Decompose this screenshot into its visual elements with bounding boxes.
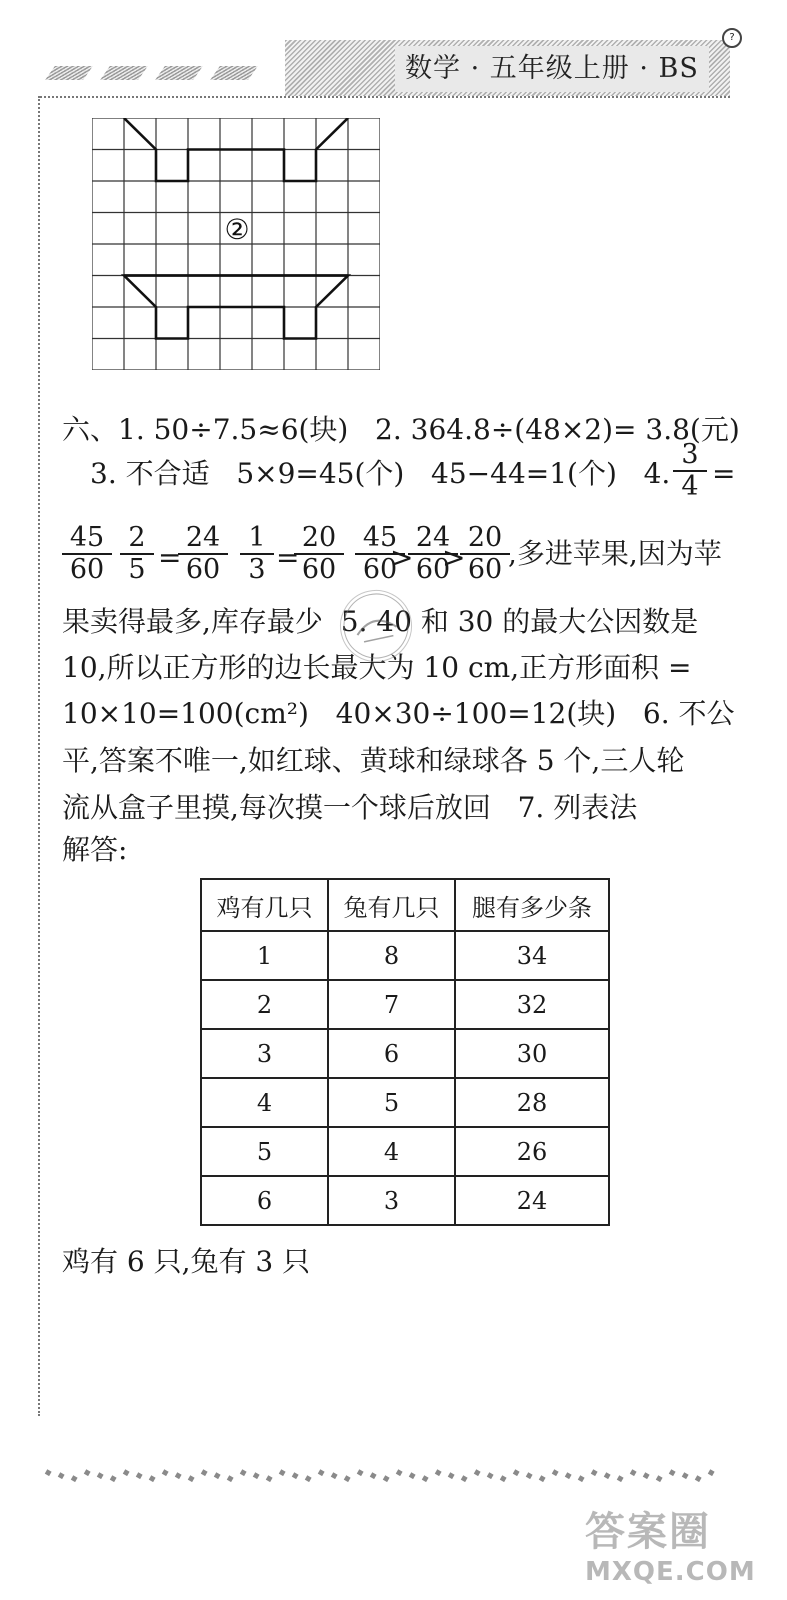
answer-line-8: 流从盒子里摸,每次摸一个球后放回 7. 列表法 [62,791,638,824]
footer-dot [526,1472,533,1479]
footer-dot [552,1469,559,1476]
answer-line-7: 平,答案不唯一,如红球、黄球和绿球各 5 个,三人轮 [62,744,685,777]
fraction-numerator: 2 [120,523,154,555]
fraction-3-4 [673,440,707,502]
footer-dot [331,1472,338,1479]
fraction-denominator: 3 [248,554,266,585]
table-cell: 32 [455,980,609,1029]
grid-figure [92,118,380,370]
table-row [201,1176,609,1225]
fraction-20-60-compare [460,523,510,585]
footer-dot [630,1469,637,1476]
footer-dot [539,1475,546,1482]
footer-dot [305,1475,312,1482]
fraction-20-60 [294,523,344,585]
fraction-denominator: 4 [681,471,699,502]
corner-mark-icon: ? [722,28,742,48]
fraction-numerator: 3 [673,440,707,472]
table-cell: 3 [201,1029,328,1078]
footer-dotted-border [40,1462,730,1488]
equals-sign: = [158,541,182,574]
footer-dot [708,1469,715,1476]
table-row [201,1078,609,1127]
fraction-numerator: 20 [294,523,344,555]
fraction-denominator: 60 [362,554,398,585]
table-row [201,980,609,1029]
footer-dot [123,1469,130,1476]
footer-dot [565,1472,572,1479]
answer-line-5: 10,所以正方形的边长最大为 10 cm,正方形面积 = [62,651,692,684]
footer-dot [591,1469,598,1476]
footer-dot [643,1472,650,1479]
fraction-denominator: 5 [128,554,146,585]
table-cell: 5 [201,1127,328,1176]
footer-dot [253,1472,260,1479]
footer-dot [292,1472,299,1479]
table-cell: 6 [201,1176,328,1225]
fraction-denominator: 60 [69,554,105,585]
answer-line-4: 果卖得最多,库存最少 5. 40 和 30 的最大公因数是 [62,605,699,638]
footer-dot [617,1475,624,1482]
fraction-denominator: 60 [301,554,337,585]
fraction-numerator: 45 [355,523,405,555]
figure-label: ② [224,213,250,246]
watermark-title: 答案圈 [585,1509,711,1555]
footer-dot [97,1472,104,1479]
footer-dot [578,1475,585,1482]
footer-dot [474,1469,481,1476]
answer-line-6: 10×10=100(cm²) 40×30÷100=12(块) 6. 不公 [62,697,735,730]
fraction-denominator: 60 [467,554,503,585]
fraction-denominator: 60 [185,554,221,585]
footer-dot [682,1472,689,1479]
answer-line-9: 解答: [62,833,128,866]
footer-dot [396,1469,403,1476]
table-cell: 24 [455,1176,609,1225]
fraction-numerator: 20 [460,523,510,555]
watermark-url: MXQE.COM [585,1557,756,1587]
chicken-rabbit-table [200,878,610,1226]
grid-figure-svg [92,118,380,370]
conclusion-line: 鸡有 6 只,兔有 3 只 [62,1245,311,1278]
table-cell: 4 [328,1127,455,1176]
fraction-45-60 [62,523,112,585]
footer-dot [487,1472,494,1479]
footer-dot [110,1475,117,1482]
table-cell: 7 [328,980,455,1029]
footer-dot [409,1472,416,1479]
answer-line-3-tail: ,多进苹果,因为苹 [508,537,722,570]
footer-dots-svg [40,1462,730,1488]
footer-dot [513,1469,520,1476]
table-cell: 2 [201,980,328,1029]
footer-dot [695,1475,702,1482]
fraction-numerator: 24 [408,523,458,555]
footer-dot [500,1475,507,1482]
table-row [201,931,609,980]
fraction-denominator: 60 [415,554,451,585]
table-cell: 1 [201,931,328,980]
footer-dot [201,1469,208,1476]
footer-dot [240,1469,247,1476]
footer-dot [279,1469,286,1476]
header-title: 数学 · 五年级上册 · BS [395,46,709,92]
footer-dot [318,1469,325,1476]
table-header-chickens: 鸡有几只 [201,879,328,931]
footer-dot [461,1475,468,1482]
table-row [201,1127,609,1176]
table-cell: 28 [455,1078,609,1127]
footer-dot [136,1472,143,1479]
footer-dot [266,1475,273,1482]
equals-sign: = [712,457,736,490]
footer-dot [175,1472,182,1479]
footer-dot [162,1469,169,1476]
margin-line [38,96,40,1416]
table-cell: 4 [201,1078,328,1127]
stamp-icon [334,584,417,667]
table-row [201,1029,609,1078]
footer-dot [149,1475,156,1482]
footer-dot [357,1469,364,1476]
fraction-24-60 [178,523,228,585]
table-cell: 30 [455,1029,609,1078]
greater-than-sign: > [442,541,466,574]
footer-dot [58,1472,65,1479]
header-rule [40,96,730,98]
fraction-numerator: 1 [240,523,274,555]
table-cell: 6 [328,1029,455,1078]
equals-sign: = [276,541,300,574]
table-cell: 26 [455,1127,609,1176]
footer-dot [227,1475,234,1482]
fraction-2-5 [120,523,154,585]
footer-dot [188,1475,195,1482]
table-cell: 34 [455,931,609,980]
answer-line-1: 六、1. 50÷7.5≈6(块) 2. 364.8÷(48×2)= 3.8(元) [62,413,740,446]
table-cell: 3 [328,1176,455,1225]
footer-dot [383,1475,390,1482]
footer-dot [604,1472,611,1479]
fraction-numerator: 24 [178,523,228,555]
footer-dot [448,1472,455,1479]
table-header-rabbits: 兔有几只 [328,879,455,931]
footer-dot [422,1475,429,1482]
table-cell: 5 [328,1078,455,1127]
footer-dot [84,1469,91,1476]
footer-dot [214,1472,221,1479]
table-cell: 8 [328,931,455,980]
greater-than-sign: > [390,541,414,574]
footer-dot [669,1469,676,1476]
fraction-numerator: 45 [62,523,112,555]
footer-dot [435,1469,442,1476]
table-header-legs: 腿有多少条 [455,879,609,931]
footer-dot [71,1475,78,1482]
footer-dot [344,1475,351,1482]
footer-dot [656,1475,663,1482]
table-header-row [201,879,609,931]
footer-dot [45,1469,52,1476]
fraction-1-3 [240,523,274,585]
footer-dot [370,1472,377,1479]
answer-line-2: 3. 不合适 5×9=45(个) 45−44=1(个) 4. [90,457,671,490]
site-watermark-logo [585,1500,775,1590]
